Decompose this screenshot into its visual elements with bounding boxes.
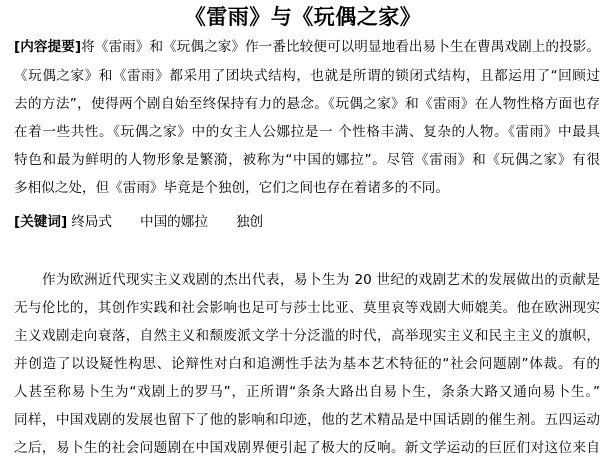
keyword: 终局式 [71, 214, 112, 230]
abstract-line [14, 37, 600, 57]
abstract-text: 将《雷雨》和《玩偶之家》作一番比较便可以明显地看出易卜生在曹禺戏剧上的投影。 [81, 39, 600, 55]
keyword: 中国的娜拉 [140, 214, 208, 230]
body-line: 主义戏剧走向衰落，自然主义和颓废派文学十分泛滥的时代，高举现实主义和民主主义的旗帜， [14, 328, 600, 344]
body-line: 作为欧洲近代现实主义戏剧的杰出代表，易卜生为 20 世纪的戏剧艺术的发展做出的贡献是 [42, 272, 600, 288]
body-line: 并创造了以设疑性构思、论辩性对白和追溯性手法为基本艺术特征的“社会问题剧”体裁。有的 [14, 356, 600, 372]
abstract-line: 多相似之处，但《雷雨》毕竟是个独创，它们之间也存在着诸多的不同。 [14, 180, 449, 196]
abstract-line: 去的方法”，使得两个剧自始至终保持有力的悬念。《玩偶之家》和《雷雨》在人物性格方面也存 [14, 96, 600, 112]
body-line: 人甚至称易卜生为“戏剧上的罗马”，正所谓“条条大路出自易卜生，条条大路又通向易卜生。” [14, 384, 600, 400]
keywords-tag: [关键词] [14, 214, 68, 230]
abstract-line: 《玩偶之家》和《雷雨》都采用了团块式结构，也就是所谓的锁闭式结构，且都运用了“回顾过 [14, 68, 600, 84]
keywords-line [14, 212, 600, 232]
abstract-tag: [内容提要] [14, 39, 82, 55]
body-line: 同样，中国戏剧的发展也留下了他的影响和印迹，他的艺术精品是中国话剧的催生剂。五四运动 [14, 412, 600, 428]
body-line: 之后，易卜生的社会问题剧在中国戏剧界便引起了极大的反响。新文学运动的巨匠们对这位来自 [14, 440, 600, 456]
abstract-line: 特色和最为鲜明的人物形象是繁漪，被称为“中国的娜拉”。尽管《雷雨》和《玩偶之家》有很 [14, 152, 600, 168]
body-line: 无与伦比的，其创作实践和社会影响也足可与莎士比亚、莫里哀等戏剧大师媲美。他在欧洲现实 [14, 300, 600, 316]
document-title: 《雷雨》与《玩偶之家》 [184, 4, 422, 29]
abstract-line: 在着一些共性。《玩偶之家》中的女主人公娜拉是一 个性格丰满、复杂的人物。《雷雨》中最具 [14, 124, 600, 140]
keyword: 独创 [235, 214, 264, 230]
